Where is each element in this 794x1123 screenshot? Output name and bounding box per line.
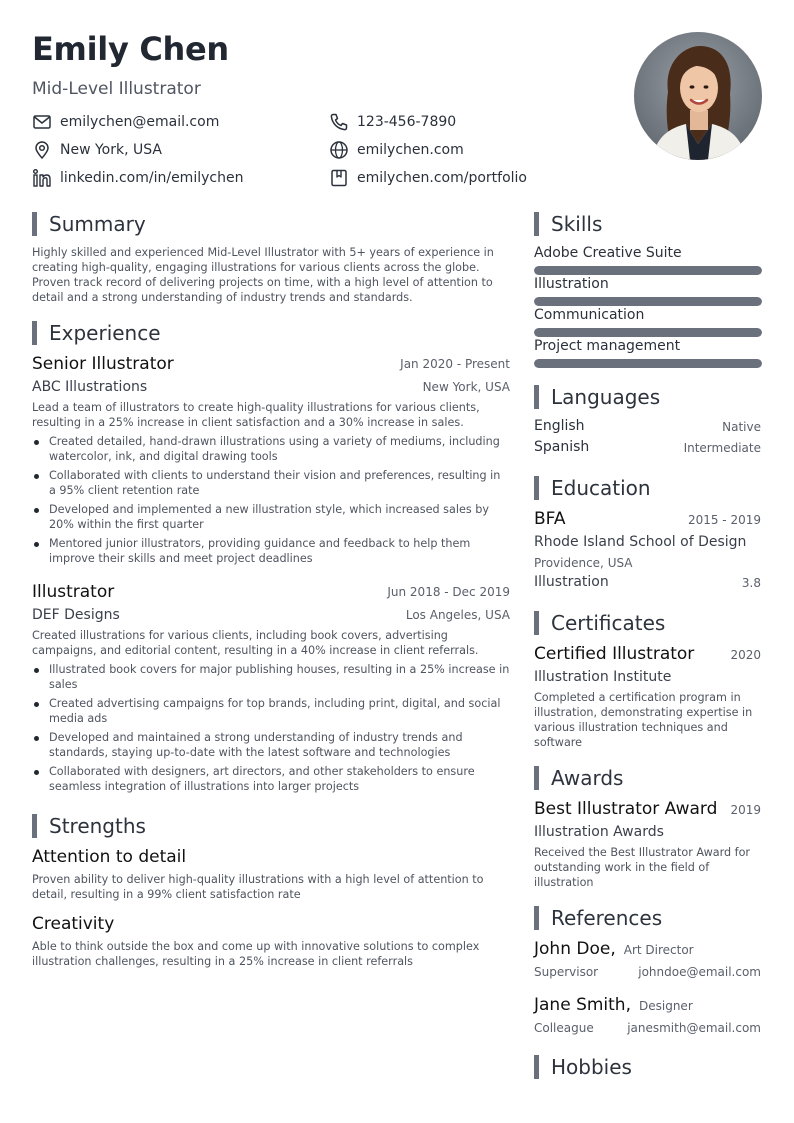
section-accent-bar	[32, 814, 37, 838]
skill-level-bar	[534, 359, 762, 368]
award-description: Received the Best Illustrator Award for outstanding work in the field of illustration	[534, 846, 751, 889]
job-company: DEF Designs	[32, 607, 120, 623]
mail-icon	[32, 112, 52, 132]
job-bullet: Developed and implemented a new illustration style, which increased sales by 20% within the first quarter	[32, 502, 510, 532]
language-name: English	[534, 418, 585, 434]
section-title-text: Certificates	[551, 611, 666, 635]
section-title-strengths	[32, 814, 146, 838]
strength-text: Proven ability to deliver high-quality illustrations with a high level of attention to detail, resulting in a 99% client satisfaction rate	[32, 873, 484, 901]
section-accent-bar	[32, 321, 37, 345]
reference-role: Designer	[639, 999, 693, 1013]
job-bullet-list	[32, 434, 510, 570]
section-accent-bar	[534, 385, 539, 409]
contact-email[interactable]	[32, 112, 219, 132]
skill-name: Adobe Creative Suite	[534, 245, 682, 261]
skill-level-fill	[534, 359, 762, 368]
job-title: Illustrator	[32, 582, 115, 602]
certificate-issuer: Illustration Institute	[534, 669, 672, 685]
skill-level-bar	[534, 297, 762, 306]
reference-relation: Supervisor	[534, 965, 599, 979]
job-company: ABC Illustrations	[32, 379, 148, 395]
education-degree: BFA	[534, 509, 566, 529]
contact-linkedin[interactable]	[32, 168, 243, 188]
job-dates: Jan 2020 - Present	[400, 357, 510, 371]
reference-email[interactable]: johndoe@email.com	[638, 965, 761, 979]
candidate-name: Emily Chen	[32, 30, 229, 68]
language-level: Native	[722, 420, 761, 434]
strength-text: Able to think outside the box and come up with innovative solutions to complex illustration challenges, resulting in a 25% increase in client referrals	[32, 940, 480, 968]
profile-photo-illustration	[634, 32, 762, 160]
job-location: Los Angeles, USA	[405, 608, 510, 622]
skill-level-bar	[534, 328, 762, 337]
phone-icon	[329, 112, 349, 132]
job-dates: Jun 2018 - Dec 2019	[387, 585, 510, 599]
contact-location	[32, 140, 162, 160]
globe-icon	[329, 140, 349, 160]
job-bullet: Illustrated book covers for major publishing houses, resulting in a 25% increase in sales	[32, 662, 510, 692]
award-year: 2019	[730, 803, 761, 817]
section-title-certificates	[534, 611, 665, 635]
section-title-text: Hobbies	[551, 1055, 632, 1079]
section-accent-bar	[534, 1055, 539, 1079]
education-location: Providence, USA	[534, 556, 633, 570]
section-title-text: Strengths	[49, 814, 146, 838]
job-bullet: Collaborated with clients to understand their vision and preferences, resulting in a 95% client retention rate	[32, 468, 510, 498]
job-title: Senior Illustrator	[32, 354, 174, 374]
reference-email[interactable]: janesmith@email.com	[627, 1021, 761, 1035]
section-accent-bar	[534, 611, 539, 635]
award-issuer: Illustration Awards	[534, 824, 664, 840]
summary-text: Highly skilled and experienced Mid-Level Illustrator with 5+ years of experience in creating high-quality, engaging illustrations for various clients across the globe. Proven track record of delivering projects on time, with a high level of attention to detail and a strong understanding of industry trends and standards.	[32, 246, 494, 304]
contact-website-text: emilychen.com	[357, 142, 464, 158]
job-bullet: Collaborated with designers, art directors, and other stakeholders to ensure seamless integration of illustrations into larger projects	[32, 764, 510, 794]
section-title-awards	[534, 766, 623, 790]
job-bullet-list	[32, 662, 510, 798]
skill-level-fill	[534, 266, 762, 275]
reference-relation: Colleague	[534, 1021, 594, 1035]
section-title-text: Experience	[49, 321, 161, 345]
contact-website[interactable]	[329, 140, 464, 160]
contact-linkedin-text: linkedin.com/in/emilychen	[60, 170, 244, 186]
section-accent-bar	[534, 476, 539, 500]
education-field: Illustration	[534, 574, 609, 590]
section-title-text: Summary	[49, 212, 146, 236]
reference-name: John Doe,	[534, 939, 616, 959]
certificate-title: Certified Illustrator	[534, 644, 695, 664]
profile-photo	[634, 32, 762, 160]
job-location: New York, USA	[422, 380, 510, 394]
section-title-skills	[534, 212, 602, 236]
education-school: Rhode Island School of Design	[534, 534, 747, 550]
reference-entry	[534, 939, 694, 959]
contact-portfolio-text: emilychen.com/portfolio	[357, 170, 527, 186]
section-accent-bar	[534, 212, 539, 236]
language-level: Intermediate	[683, 441, 761, 455]
language-name: Spanish	[534, 439, 590, 455]
skill-level-bar	[534, 266, 762, 275]
section-title-hobbies	[534, 1055, 632, 1079]
section-title-text: References	[551, 906, 663, 930]
contact-email-text: emilychen@email.com	[60, 114, 220, 130]
section-accent-bar	[534, 906, 539, 930]
strength-title: Creativity	[32, 914, 115, 934]
section-title-text: Languages	[551, 385, 661, 409]
job-bullet: Created detailed, hand-drawn illustrations using a variety of mediums, including watercolor, ink, and digital drawing tools	[32, 434, 510, 464]
skill-name: Illustration	[534, 276, 609, 292]
certificate-description: Completed a certification program in illustration, demonstrating expertise in various illustration techniques and software	[534, 691, 753, 749]
certificate-year: 2020	[730, 648, 761, 662]
skill-level-fill	[534, 328, 762, 337]
contact-location-text: New York, USA	[60, 142, 162, 158]
skill-name: Project management	[534, 338, 681, 354]
section-title-experience	[32, 321, 161, 345]
education-dates: 2015 - 2019	[687, 513, 761, 527]
portfolio-icon	[329, 168, 349, 188]
contact-phone[interactable]	[329, 112, 456, 132]
job-description: Lead a team of illustrators to create high-quality illustrations for various clients, resulting in a 25% increase in client satisfaction and a 30% increase in sales.	[32, 401, 480, 429]
section-accent-bar	[534, 766, 539, 790]
skill-name: Communication	[534, 307, 645, 323]
job-bullet: Mentored junior illustrators, providing guidance and feedback to help them improve their skills and meet project deadlines	[32, 536, 510, 566]
section-title-text: Education	[551, 476, 651, 500]
education-gpa: 3.8	[741, 576, 761, 590]
section-title-languages	[534, 385, 660, 409]
section-title-references	[534, 906, 662, 930]
section-title-summary	[32, 212, 146, 236]
reference-name: Jane Smith,	[534, 995, 631, 1015]
linkedin-icon	[32, 168, 52, 188]
reference-role: Art Director	[623, 943, 694, 957]
section-title-text: Awards	[551, 766, 624, 790]
contact-portfolio[interactable]	[329, 168, 527, 188]
location-pin-icon	[32, 140, 52, 160]
section-title-text: Skills	[551, 212, 603, 236]
contact-phone-text: 123-456-7890	[357, 114, 457, 130]
award-title: Best Illustrator Award	[534, 799, 718, 819]
strength-title: Attention to detail	[32, 847, 187, 867]
reference-entry	[534, 995, 693, 1015]
section-title-education	[534, 476, 651, 500]
job-bullet: Developed and maintained a strong understanding of industry trends and standards, staying up-to-date with the latest software and technologies	[32, 730, 510, 760]
job-bullet: Created advertising campaigns for top brands, including print, digital, and social media ads	[32, 696, 510, 726]
candidate-role: Mid-Level Illustrator	[32, 79, 201, 99]
skill-level-fill	[534, 297, 762, 306]
job-description: Created illustrations for various clients, including book covers, advertising campaigns, and editorial content, resulting in a 40% increase in client referrals.	[32, 629, 479, 657]
section-accent-bar	[32, 212, 37, 236]
